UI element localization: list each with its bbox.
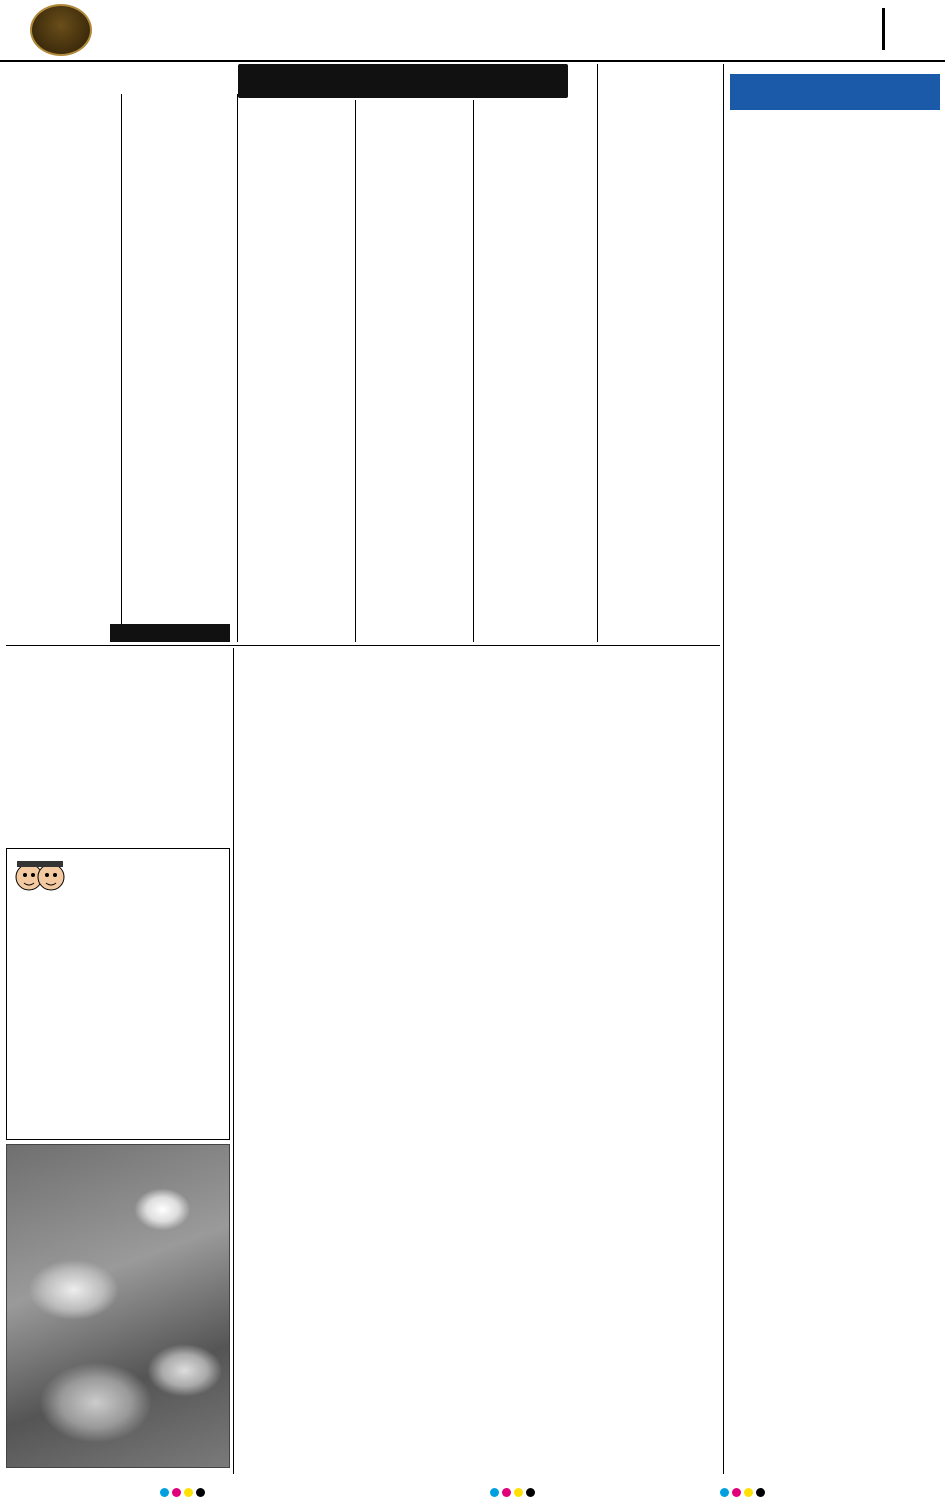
events-column-3 bbox=[240, 100, 352, 642]
events-column-2 bbox=[124, 94, 234, 642]
section-rule bbox=[6, 645, 720, 646]
header-divider bbox=[882, 8, 885, 50]
events-column-1 bbox=[6, 94, 118, 642]
column-rule bbox=[237, 94, 238, 642]
rashifal-rule bbox=[723, 64, 724, 1474]
kakshapath-article bbox=[600, 1382, 718, 1472]
shreemandir-article bbox=[238, 1384, 478, 1474]
column-rule bbox=[233, 648, 234, 1474]
registration-marks bbox=[490, 1482, 538, 1492]
events-column-6 bbox=[600, 64, 718, 642]
events-column-4 bbox=[358, 100, 470, 642]
crore-article bbox=[590, 760, 718, 1060]
column-rule bbox=[121, 94, 122, 642]
paunchuti-article bbox=[590, 1072, 718, 1372]
newspaper-logo bbox=[30, 4, 92, 56]
front-page-continued-label bbox=[110, 624, 230, 642]
column-rule bbox=[355, 100, 356, 642]
cartoon-faces-icon bbox=[13, 855, 67, 899]
cartoon-box bbox=[6, 848, 230, 1140]
column-rule bbox=[597, 64, 598, 642]
panjika-text bbox=[730, 1360, 940, 1470]
bharat-article bbox=[238, 648, 478, 1328]
events-column-5 bbox=[476, 64, 594, 642]
ruchi-article bbox=[6, 648, 228, 788]
article-body bbox=[6, 648, 228, 788]
registration-marks bbox=[160, 1482, 208, 1492]
satellite-weather-image bbox=[6, 1144, 230, 1468]
rashifal-header bbox=[730, 74, 940, 110]
middle-article-body bbox=[484, 648, 584, 1318]
registration-marks bbox=[720, 1482, 768, 1492]
column-rule bbox=[473, 100, 474, 642]
page-header bbox=[0, 0, 945, 62]
